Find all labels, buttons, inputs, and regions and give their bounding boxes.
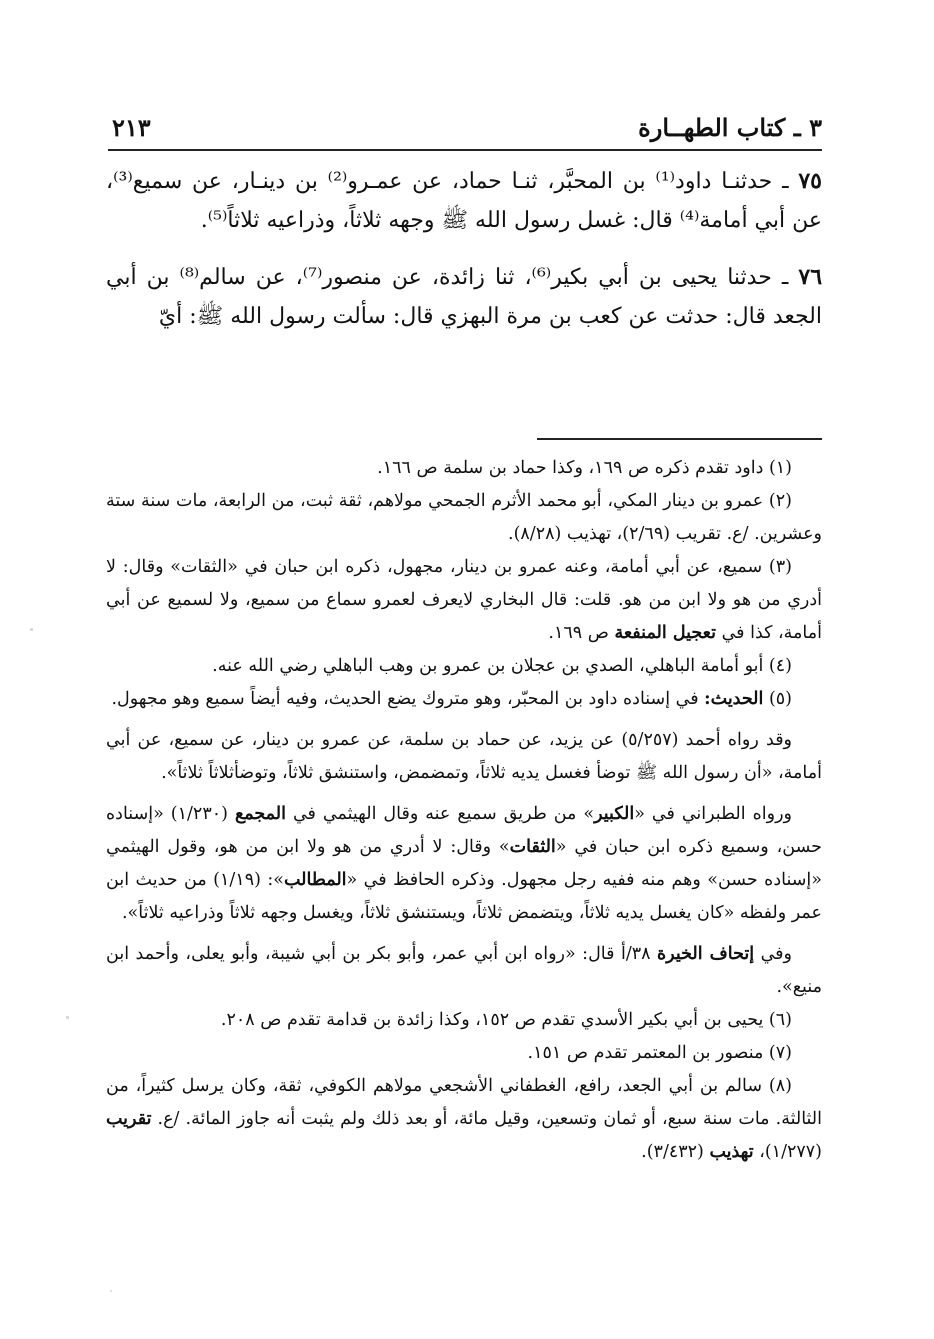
scan-speck (30, 628, 33, 631)
footnote-text: (١/٢٣٠) «إسناده حسن، وسميع ذكره ابن حبان في « (106, 804, 823, 857)
page-number: ٢١٣ (112, 113, 151, 142)
hadith-text: ـ حدثنـا داود⁽¹⁾ بن المحبَّر، ثنـا حماد، عن عمـرو⁽²⁾ بن دينـار، عن سميع⁽³⁾، عن أبي أمامة⁽⁴⁾ قال: غسل رسول الله ﷺ وجهه ثلاثاً، وذراعيه ثلاثاً⁽⁵⁾. (106, 169, 822, 233)
footnote-2: (٢) عمرو بن دينار المكي، أبو محمد الأثرم الجمحي مولاهم، ثقة ثبت، من الرابعة، مات سنة ستة وعشرين. /ع. تقريب (٢/٦٩)، تهذيب (٨/٢٨). (106, 491, 822, 544)
hadith-number: ٧٥ (798, 168, 822, 194)
scan-speck (110, 1290, 112, 1292)
footnote-6: (٦) يحيى بن أبي بكير الأسدي تقدم ص ١٥٢، وكذا زائدة بن قدامة تقدم ص ٢٠٨. (220, 1010, 792, 1030)
hadith-75 (106, 162, 822, 240)
footnote-5 (106, 683, 822, 716)
footnote-text: » من طريق سميع عنه وقال الهيثمي في (285, 804, 595, 824)
footnote-text: في إسناده داود بن المحبّر، وهو متروك يضع الحديث، وفيه أيضاً سميع وهو مجهول. (111, 689, 705, 709)
footnote-text: (٥) (763, 689, 792, 709)
footnote-1: (١) داود تقدم ذكره ص ١٦٩، وكذا حماد بن سلمة ص ١٦٦. (377, 458, 792, 478)
hadith-number: ٧٦ (798, 264, 823, 290)
footnote-text: ص ١٦٩. (548, 623, 615, 643)
page-header (112, 96, 822, 142)
footnote-text: (٣/٤٣٢). (641, 1142, 710, 1162)
footnote-3 (106, 551, 822, 650)
hadith-text: ـ حدثنا يحيى بن أبي بكير⁽⁶⁾، ثنا زائدة، عن منصور⁽⁷⁾، عن سالم⁽⁸⁾ بن أبي الجعد قال: حدثت عن كعب بن مرة البهزي قال: سألت رسول الله ﷺ: أيّ (106, 265, 822, 329)
footnote-bold-ref: تهذيب (709, 1142, 754, 1162)
footnote-8 (106, 1070, 822, 1169)
footnote-7: (٧) منصور بن المعتمر تقدم ص ١٥١. (527, 1043, 792, 1063)
footnote-divider (537, 438, 822, 440)
footnote-paragraph-tabarani (106, 798, 822, 930)
footnote-bold-ref: الثقات (509, 837, 556, 857)
footnote-bold-ref: إتحاف الخيرة (657, 944, 755, 964)
hadith-76 (106, 258, 822, 336)
footnote-paragraph-ahmad: وقد رواه أحمد (٥/٢٥٧) عن يزيد، عن حماد بن سلمة، عن عمرو بن دينار، عن سميع، عن أبي أمامة، «أن رسول الله ﷺ توضأ فغسل يديه ثلاثاً، وتمضمض، واستنشق ثلاثاً، وتوضأثلاثاً ثلاثاً». (106, 730, 822, 783)
footnote-text: » وقال: لا أدري من هو ولا ابن من هو، وقول الهيثمي «إسناده حسن» وهم منه ففيه رجل مجهول. وذكره الحافظ في « (106, 837, 822, 890)
footnote-text: ورواه الطبراني في « (634, 804, 792, 824)
footnote-text: ٣٨/أ قال: «رواه ابن أبي عمر، وأبو بكر بن أبي شيبة، وأبو يعلى، وأحمد ابن منيع». (106, 944, 822, 997)
footnote-bold-ref: الحديث: (704, 689, 764, 709)
footnote-bold-ref: الكبير (594, 804, 635, 824)
footnote-text: (٣) سميع، عن أبي أمامة، وعنه عمرو بن دينار، مجهول، ذكره ابن حبان في «الثقات» وقال: لا أدري من هو ولا ابن من هو. قلت: قال البخاري لايعرف لعمرو سماع من سميع، ولا لسميع عن أبي أمامة، كذا في (106, 557, 822, 643)
footnote-text: (١/٢٧٧)، (753, 1142, 822, 1162)
footnote-bold-ref: المطالب (284, 870, 347, 890)
footnote-text: (٨) سالم بن أبي الجعد، رافع، الغطفاني الأشجعي مولاهم الكوفي، ثقة، وكان يرسل كثيراً، من الثالثة. مات سنة سبع، أو ثمان وتسعين، وقيل مائة، أو بعد ذلك ولم يثبت أنه جاوز المائة. /ع. (106, 1076, 822, 1129)
scan-speck (66, 1016, 69, 1019)
header-divider (108, 149, 822, 151)
chapter-title: ٣ ـ كتاب الطهــارة (638, 113, 822, 142)
main-text (106, 162, 822, 354)
footnotes (106, 452, 822, 1169)
footnote-paragraph-ithaf (106, 938, 822, 1004)
footnote-bold-ref: تقريب (106, 1109, 152, 1129)
footnote-text: وفي (754, 944, 792, 964)
footnote-text: »: (١/١٩) من حديث ابن عمر ولفظه «كان يغسل يديه ثلاثاً، ويتضمض ثلاثاً، ويستنشق ثلاثاً، ويغسل وجهه ثلاثاً وذراعيه ثلاثاً». (106, 870, 822, 923)
footnote-bold-ref: المجمع (234, 804, 286, 824)
footnote-bold-ref: تعجيل المنفعة (614, 623, 716, 643)
footnote-4: (٤) أبو أمامة الباهلي، الصدي بن عجلان بن عمرو بن وهب الباهلي رضي الله عنه. (212, 656, 792, 676)
